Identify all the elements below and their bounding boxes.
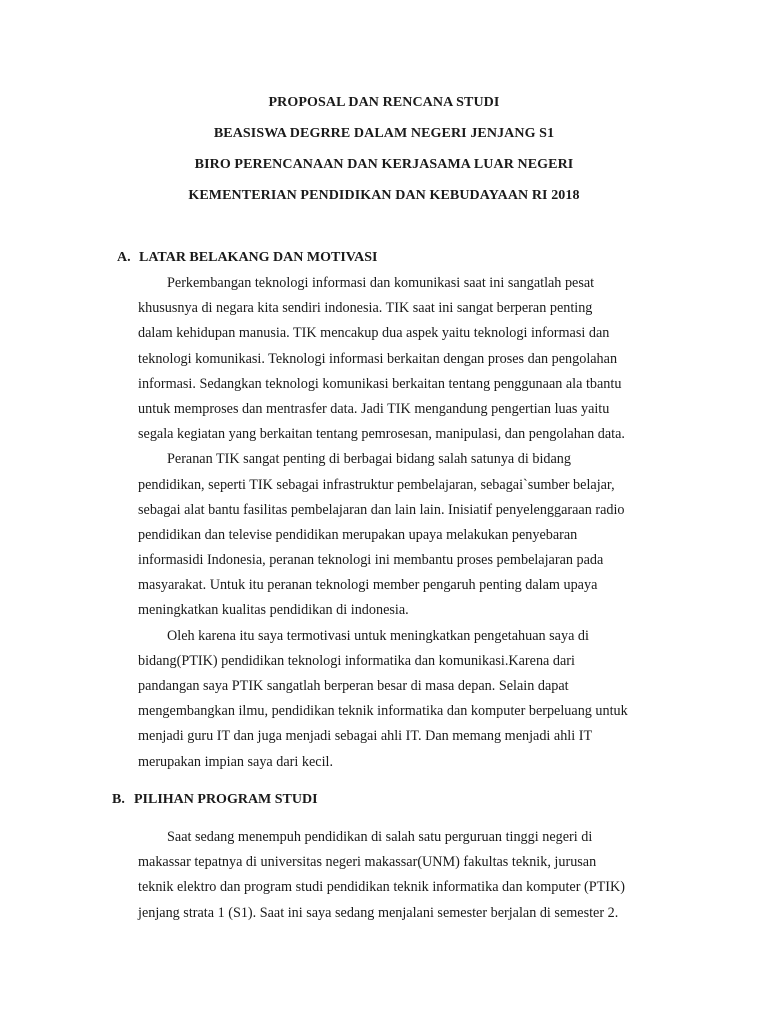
- paragraph-line: mengembangkan ilmu, pendidikan teknik informatika dan komputer berpeluang untuk: [138, 703, 628, 720]
- paragraph-line: untuk memproses dan mentrasfer data. Jadi TIK mengandung pengertian luas yaitu: [138, 400, 610, 417]
- paragraph-line: pandangan saya PTIK sangatlah berperan besar di masa depan. Selain dapat: [138, 678, 569, 694]
- paragraph-line: masyarakat. Untuk itu peranan teknologi member pengaruh penting dalam upaya: [138, 577, 598, 594]
- paragraph-line: teknik elektro dan program studi pendidikan teknik informatika dan komputer (PTIK): [138, 879, 625, 896]
- title-line: PROPOSAL DAN RENCANA STUDI: [268, 95, 500, 110]
- section-a-body: [138, 271, 683, 775]
- paragraph-line: informasi. Sedangkan teknologi komunikasi berkaitan tentang penggunaan ala tbantu: [138, 375, 622, 392]
- paragraph-line: merupakan impian saya dari kecil.: [138, 753, 334, 770]
- paragraph-line: informasidi Indonesia, peranan teknologi ini membantu proses pembelajaran pada: [138, 552, 604, 569]
- paragraph-line: pendidikan dan televise pendidikan merupakan upaya melakukan penyebaran: [138, 526, 578, 543]
- section-title: LATAR BELAKANG DAN MOTIVASI: [139, 250, 378, 265]
- section-b-body: [138, 825, 683, 926]
- paragraph-line: jenjang strata 1 (S1). Saat ini saya sedang menjalani semester berjalan di semester 2.: [138, 904, 619, 921]
- section-a-heading: [117, 250, 377, 266]
- title-line: BIRO PERENCANAAN DAN KERJASAMA LUAR NEGERI: [194, 157, 574, 172]
- paragraph-line: khususnya di negara kita sendiri indonesia. TIK saat ini sangat berperan penting: [138, 300, 593, 317]
- paragraph-line: Peranan TIK sangat penting di berbagai bidang salah satunya di bidang: [167, 451, 571, 468]
- paragraph-line: menjadi guru IT dan juga menjadi sebagai ahli IT. Dan memang menjadi ahli IT: [138, 728, 593, 745]
- paragraph-line: Perkembangan teknologi informasi dan komunikasi saat ini sangatlah pesat: [167, 275, 595, 291]
- section-letter: A.: [117, 250, 131, 265]
- paragraph-line: Oleh karena itu saya termotivasi untuk meningkatkan pengetahuan saya di: [167, 627, 589, 644]
- section-letter: B.: [112, 792, 125, 807]
- paragraph-line: makassar tepatnya di universitas negeri makassar(UNM) fakultas teknik, jurusan: [138, 854, 597, 871]
- paragraph-line: segala kegiatan yang berkaitan tentang pemrosesan, manipulasi, dan pengolahan data.: [138, 426, 625, 443]
- paragraph-line: pendidikan, seperti TIK sebagai infrastruktur pembelajaran, sebagai`sumber belajar,: [138, 476, 615, 493]
- title-line: KEMENTERIAN PENDIDIKAN DAN KEBUDAYAAN RI 2018: [188, 188, 580, 203]
- title-line: BEASISWA DEGRRE DALAM NEGERI JENJANG S1: [213, 126, 555, 141]
- paragraph-line: dalam kehidupan manusia. TIK mencakup dua aspek yaitu teknologi informasi dan: [138, 325, 610, 342]
- paragraph-line: sebagai alat bantu fasilitas pembelajaran dan lain lain. Inisiatif penyelenggaraan radio: [138, 501, 625, 518]
- paragraph-line: teknologi komunikasi. Teknologi informasi berkaitan dengan proses dan pengolahan: [138, 350, 618, 367]
- paragraph-line: bidang(PTIK) pendidikan teknologi informatika dan komunikasi.Karena dari: [138, 652, 575, 669]
- paragraph-line: Saat sedang menempuh pendidikan di salah satu perguruan tinggi negeri di: [167, 829, 593, 845]
- paragraph-line: meningkatkan kualitas pendidikan di indonesia.: [138, 602, 409, 619]
- section-b-heading: [112, 792, 318, 808]
- document-title: [0, 87, 768, 211]
- section-title: PILIHAN PROGRAM STUDI: [134, 792, 318, 807]
